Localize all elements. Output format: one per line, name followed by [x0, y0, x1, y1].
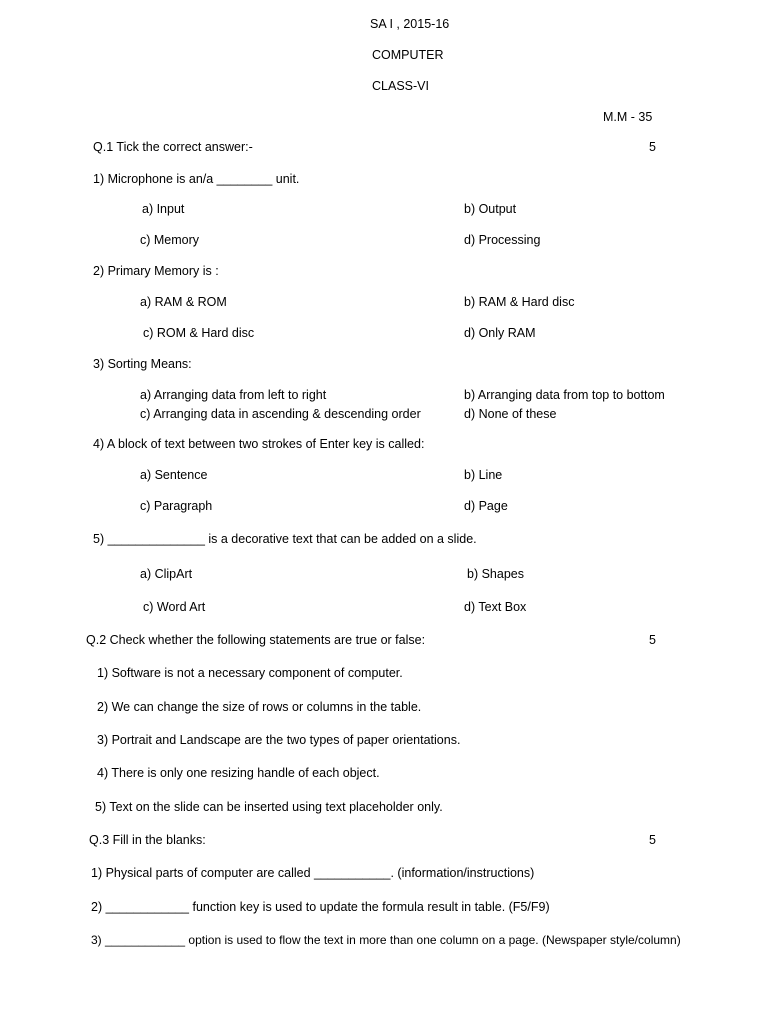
max-marks: M.M - 35 [603, 110, 653, 124]
q3-heading: Q.3 Fill in the blanks: [89, 833, 206, 847]
q1-3-option-b: b) Arranging data from top to bottom [464, 388, 665, 402]
q1-2-option-d: d) Only RAM [464, 326, 536, 340]
q1-2-option-b: b) RAM & Hard disc [464, 295, 575, 309]
q2-statement-2: 2) We can change the size of rows or columns in the table. [97, 700, 422, 714]
q1-question-3: 3) Sorting Means: [93, 357, 192, 371]
q1-5-option-b: b) Shapes [467, 567, 524, 581]
q3-blank-1: 1) Physical parts of computer are called ___________. (information/instructions) [91, 866, 535, 880]
q1-4-option-d: d) Page [464, 499, 508, 513]
exam-title: SA I , 2015-16 [370, 17, 450, 31]
q1-5-option-c: c) Word Art [143, 600, 206, 614]
q2-statement-4: 4) There is only one resizing handle of each object. [97, 766, 380, 780]
q1-2-option-a: a) RAM & ROM [140, 295, 227, 309]
q1-4-option-b: b) Line [464, 468, 503, 482]
q1-question-1: 1) Microphone is an/a ________ unit. [93, 172, 300, 186]
q1-3-option-c: c) Arranging data in ascending & descending order [140, 407, 421, 421]
q1-1-option-d: d) Processing [464, 233, 541, 247]
q1-5-option-d: d) Text Box [464, 600, 527, 614]
q1-question-2: 2) Primary Memory is : [93, 264, 219, 278]
q2-marks: 5 [649, 633, 656, 647]
q2-statement-1: 1) Software is not a necessary component of computer. [97, 666, 403, 680]
q2-statement-3: 3) Portrait and Landscape are the two types of paper orientations. [97, 733, 461, 747]
q1-marks: 5 [649, 140, 656, 154]
q1-5-option-a: a) ClipArt [140, 567, 193, 581]
q1-4-option-a: a) Sentence [140, 468, 208, 482]
q3-marks: 5 [649, 833, 656, 847]
q3-blank-2: 2) ____________ function key is used to update the formula result in table. (F5/F9) [91, 900, 550, 914]
subject-title: COMPUTER [372, 48, 444, 62]
q1-1-option-a: a) Input [142, 202, 185, 216]
q1-3-option-d: d) None of these [464, 407, 557, 421]
q1-question-4: 4) A block of text between two strokes of Enter key is called: [93, 437, 425, 451]
q1-3-option-a: a) Arranging data from left to right [140, 388, 327, 402]
q1-1-option-c: c) Memory [140, 233, 200, 247]
q2-statement-5: 5) Text on the slide can be inserted using text placeholder only. [95, 800, 443, 814]
q1-4-option-c: c) Paragraph [140, 499, 213, 513]
q1-question-5: 5) ______________ is a decorative text that can be added on a slide. [93, 532, 477, 546]
class-title: CLASS-VI [372, 79, 429, 93]
q1-2-option-c: c) ROM & Hard disc [143, 326, 255, 340]
q1-heading: Q.1 Tick the correct answer:- [93, 140, 253, 154]
q2-heading: Q.2 Check whether the following statements are true or false: [86, 633, 426, 647]
q1-1-option-b: b) Output [464, 202, 517, 216]
q3-blank-3: 3) ____________ option is used to flow the text in more than one column on a page. (Newspaper style/column) [91, 933, 681, 947]
